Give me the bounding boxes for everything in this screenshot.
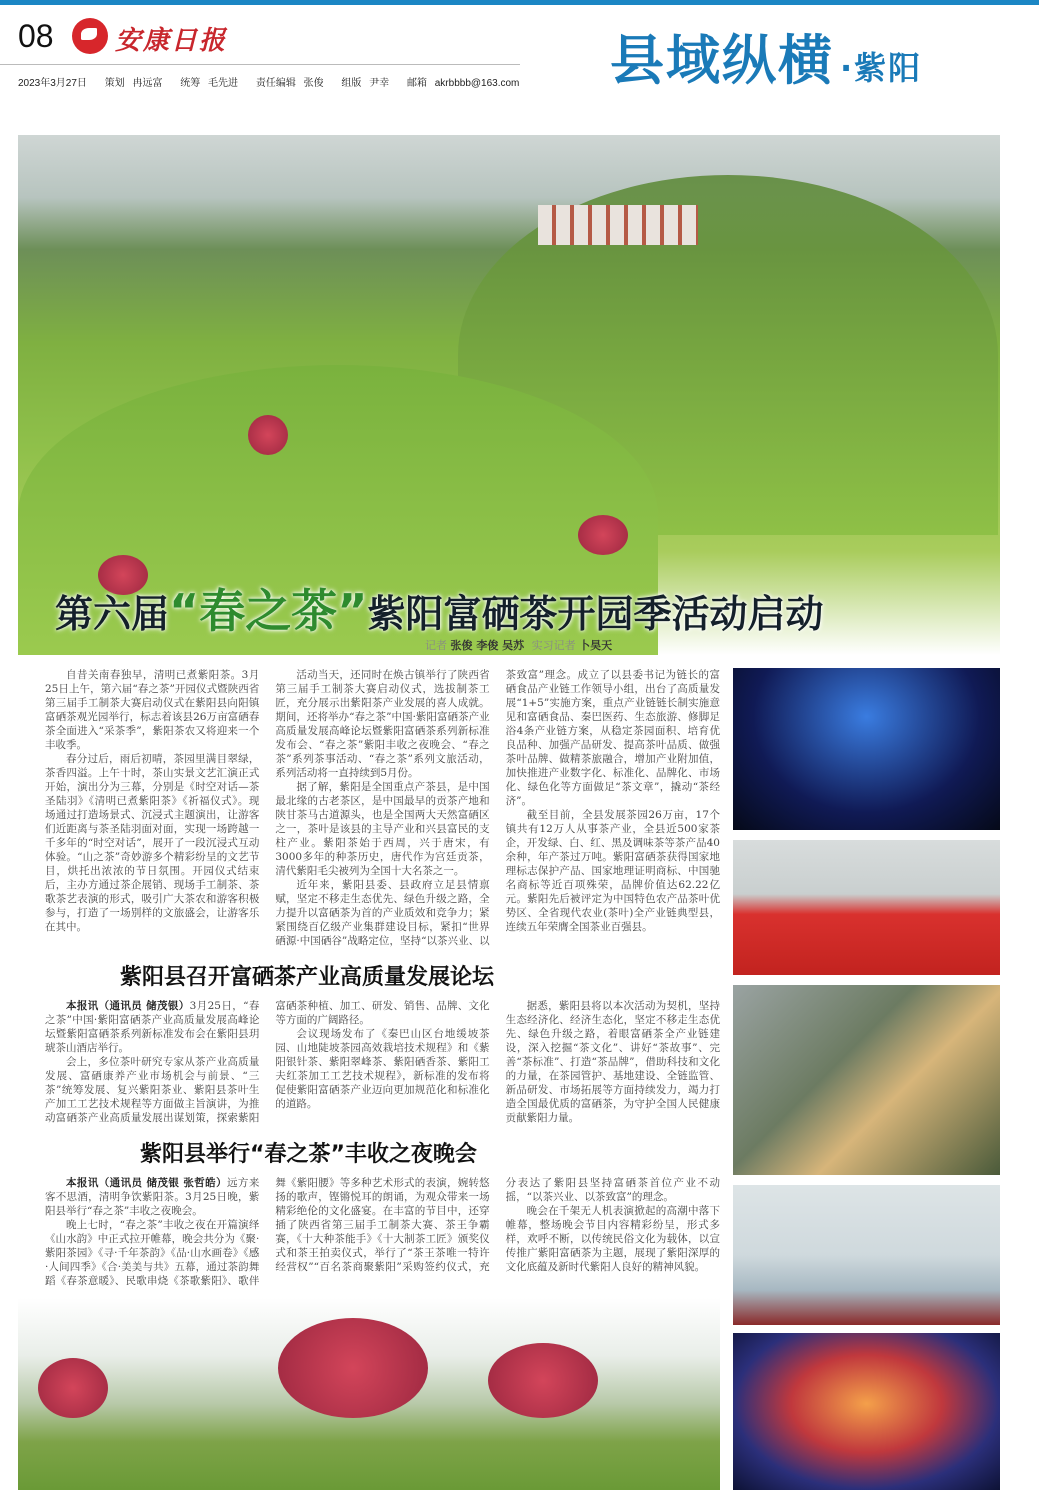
articles-column xyxy=(45,668,720,1490)
planner: 策划 冉远富 xyxy=(104,78,163,89)
cherry-tree xyxy=(248,415,288,455)
section-sub: ·紫阳 xyxy=(840,49,923,87)
paragraph: 会议现场发布了《秦巴山区台地缓坡茶园、山地陡坡茶园高效栽培技术规程》和《紫阳银针茶、紫阳翠峰茶、紫阳硒香茶、紫阳工夫红茶加工工艺技术规程》，新标准的发布将促使紫阳富硒茶产业迈向更加规范化和标准化的道路。 xyxy=(275,1028,490,1110)
cherry-tree xyxy=(278,1318,428,1418)
dateline: 本报讯（通讯员 储茂银） xyxy=(66,1000,190,1012)
paragraph: 春分过后，雨后初晴，茶园里满目翠绿，茶香四溢。上午十时，茶山实景文艺汇演正式开始，演出分为三幕，分别是《时空对话—茶圣陆羽》《清明已煮紫阳茶》《祈福仪式》。现场通过打造场景式、沉浸式主题演出，让游客们近距离与茶圣陆羽面对面，实现一场跨越一千多年的“时空对话”，展开了一段沉浸式互动体验。“山之茶”奇妙游多个精彩纷呈的文艺节目，烘托出浓浓的节日氛围。开园仪式结束后，主办方通过茶企展销、现场手工制茶、茶歌茶艺表演的形式，吸引广大茶农和游客积极参与，打造了一场别样的文旅盛会，让游客乐在其中。 xyxy=(45,753,260,933)
layout-editor: 组版 尹幸 xyxy=(341,78,390,89)
coordinator: 统筹 毛先进 xyxy=(180,78,239,89)
section-title xyxy=(610,18,922,95)
lead-article-body xyxy=(45,668,720,948)
photo-tea-roasting-demo xyxy=(733,985,1000,1175)
byline-label2: 实习记者 xyxy=(531,639,576,652)
section-name: 县域纵横 xyxy=(610,29,834,92)
gala-article-body xyxy=(45,1176,720,1288)
photo-costume-ceremony xyxy=(733,1185,1000,1325)
paragraph: 近年来，紫阳县委、县政府立足县情禀赋，坚定不移走生态优先、绿色升级之路，全力提升以富硒茶为首的产业质效和竞争力；紧紧围绕百亿级产业集群建设目标，紧扣“世界硒源·中国硒谷”战略定位，坚持“以茶兴业、以茶致富”理念。成立了以县委书记为链长的富硒食品产业链工作领导小组，出台了高质量发展“1+5”实施方案，重点产业链链长制实施意见和富硒食品、秦巴医药、生态旅游、修脚足浴4条产业链方案，从稳定茶园面积、培育优良品种、加强产品研发、提高茶叶品质、做强茶叶品牌、做精茶旅融合，增加产业附加值，加快推进产业数字化、标准化、品牌化、市场化、绿色化等方面做足“茶文章”，撬动“茶经济”。 xyxy=(275,669,720,947)
byline-names2: 卜昊天 xyxy=(579,639,613,652)
cherry-tree xyxy=(488,1343,598,1418)
paragraph-text: 3月25日，“春之茶”中国·紫阳富硒茶产业高质量发展高峰论坛暨紫阳富硒茶系列新标准发布会在紫阳县玥琥茶山酒店举行。 xyxy=(45,1000,260,1054)
photo-stage-performance xyxy=(733,668,1000,830)
page-number: 08 xyxy=(18,18,54,54)
photo-tea-making-contest xyxy=(733,840,1000,975)
date: 2023年3月27日 xyxy=(18,78,87,89)
lead-headline xyxy=(55,575,824,641)
paragraph: 晚上七时，“春之茶”丰收之夜在开篇演绎《山水韵》中正式拉开帷幕，晚会共分为《聚·紫阳茶园》《寻·千年茶韵》《品·山水画卷》《感·人间四季》《合·美美与共》五幕，通过茶韵舞蹈《春茶意暖》、民歌串烧《茶歌紫阳》、歌伴舞《紫阳腰》等多种艺术形式的表演，婉转悠扬的歌声，铿锵悦耳的朗诵，为观众带来一场精彩绝伦的文化盛宴。在丰富的节目中，还穿插了陕西省第三届手工制茶大赛、茶王争霸赛，《十大种茶能手》《十大制茶工匠》颁奖仪式和茶王拍卖仪式，举行了“茶王茶唯一特许经营权”“百名茶商聚紫阳”采购签约仪式，充分表达了紫阳县坚持富硒茶首位产业不动摇，“以茶兴业、以茶致富”的理念。 xyxy=(45,1177,720,1287)
cherry-tree xyxy=(578,515,628,555)
paragraph: 据了解，紫阳是全国重点产茶县，是中国最北缘的古老茶区，是中国最早的贡茶产地和陕甘茶马古道源头，也是全国两大天然富硒区之一，茶叶是该县的主导产业和兴县富民的支柱产业。紫阳茶始于西周，兴于唐宋，有3000多年的种茶历史，唐代作为宫廷贡茶，清代紫阳毛尖被列为全国十大名茶之一。 xyxy=(275,781,490,877)
headline-highlight: “春之茶” xyxy=(169,584,368,638)
top-rule xyxy=(0,0,1039,5)
cherry-tree xyxy=(38,1358,108,1418)
paragraph: 活动当天，还同时在焕古镇举行了陕西省第三届手工制茶大赛启动仪式，选拔制茶工匠，充分展示出紫阳茶产业发展的喜人成就。期间，还将举办“春之茶”中国·紫阳富硒茶产业高质量发展高峰论坛暨紫阳富硒茶系列新标准发布会、“春之茶”紫阳丰收之夜晚会、“春之茶”系列茶事活动、“春之茶”系列文旅活动，系列活动将一直持续到5月份。 xyxy=(275,669,490,779)
newspaper-logo-icon xyxy=(72,18,108,54)
forum-article-body xyxy=(45,999,720,1125)
gala-headline: 紫阳县举行“春之茶”丰收之夜晚会 xyxy=(140,1142,477,1167)
paragraph xyxy=(45,999,259,1055)
byline-names: 张俊 李俊 吴苏 xyxy=(450,639,525,652)
headline-post: 紫阳富硒茶开园季活动启动 xyxy=(367,592,824,636)
email: 邮箱 akrbbbb@163.com xyxy=(406,78,520,89)
photo-tea-garden-blossoms xyxy=(18,1298,720,1490)
paragraph: 自昔关南春独早，清明已煮紫阳茶。3月25日上午，第六届“春之茶”开园仪式暨陕西省第三届手工制茶大赛启动仪式在紫阳县向阳镇富硒茶观光园举行，标志着该县26万亩富硒春茶全面进入“采茶季”，紫阳茶农又将迎来一个丰收季。 xyxy=(45,669,260,751)
paragraph: 据悉，紫阳县将以本次活动为契机，坚持生态经济化、经济生态化，坚定不移走生态优先、绿色升级之路，着眼富硒茶全产业链建设，深入挖掘“茶文化”、讲好“茶故事”、完善“茶标准”、打造“茶品牌”，借助科技和文化的力量，在茶园管护、基地建设、全链监管、新品研发、市场拓展等方面持续发力，竭力打造全国最优质的富硒茶，为守护全国人民健康贡献紫阳力量。 xyxy=(505,1000,720,1124)
paragraph: 会上，多位茶叶研究专家从茶产业高质量发展、富硒康养产业市场机会与前景、“三茶”统筹发展、复兴紫阳茶业、紫阳县茶叶生产加工工艺技术规程等方面做主旨演讲，为推动富硒茶产业高质量发展出谋划策，探索紫阳富硒茶种植、加工、研发、销售、品牌、文化等方面的广阔路径。 xyxy=(45,1000,490,1124)
headline-pre: 第六届 xyxy=(55,592,170,636)
byline-label: 记者 xyxy=(425,639,447,652)
village xyxy=(538,205,698,245)
masthead-info xyxy=(18,74,529,89)
editor: 责任编辑 张俊 xyxy=(255,78,324,89)
header-divider xyxy=(0,64,520,65)
photo-night-gala xyxy=(733,1333,1000,1490)
dateline: 本报讯（通讯员 储茂银 张哲皓） xyxy=(66,1177,227,1189)
paragraph xyxy=(45,1176,259,1218)
paragraph: 截至目前，全县发展茶园26万亩，17个镇共有12万人从事茶产业，全县近500家茶企，开发绿、白、红、黑及调味茶等茶产品40余种，年产茶过万吨。紫阳富硒茶获得国家地理标志保护产品、国家地理证明商标、中国驰名商标等近百项殊荣，品牌价值达62.22亿元。紫阳先后被评定为中国特色农产品茶叶优势区、全省现代农业(茶叶)全产业链典型县，连续五年荣膺全国茶业百强县。 xyxy=(505,809,720,933)
paragraph: 晚会在千架无人机表演掀起的高潮中落下帷幕，整场晚会节目内容精彩纷呈，形式多样，欢呼不断，以传统民俗文化为载体，以宣传推广紫阳富硒茶为主题，展现了紫阳深厚的文化底蕴及新时代紫阳人良好的精神风貌。 xyxy=(505,1205,720,1273)
forum-headline: 紫阳县召开富硒茶产业高质量发展论坛 xyxy=(120,965,495,990)
newspaper-name: 安康日报 xyxy=(115,26,228,56)
byline xyxy=(425,637,616,653)
paragraph-text: 远方来客不思酒，清明争饮紫阳茶。3月25日晚，紫阳县举行“春之茶”丰收之夜晚会。 xyxy=(45,1177,260,1217)
